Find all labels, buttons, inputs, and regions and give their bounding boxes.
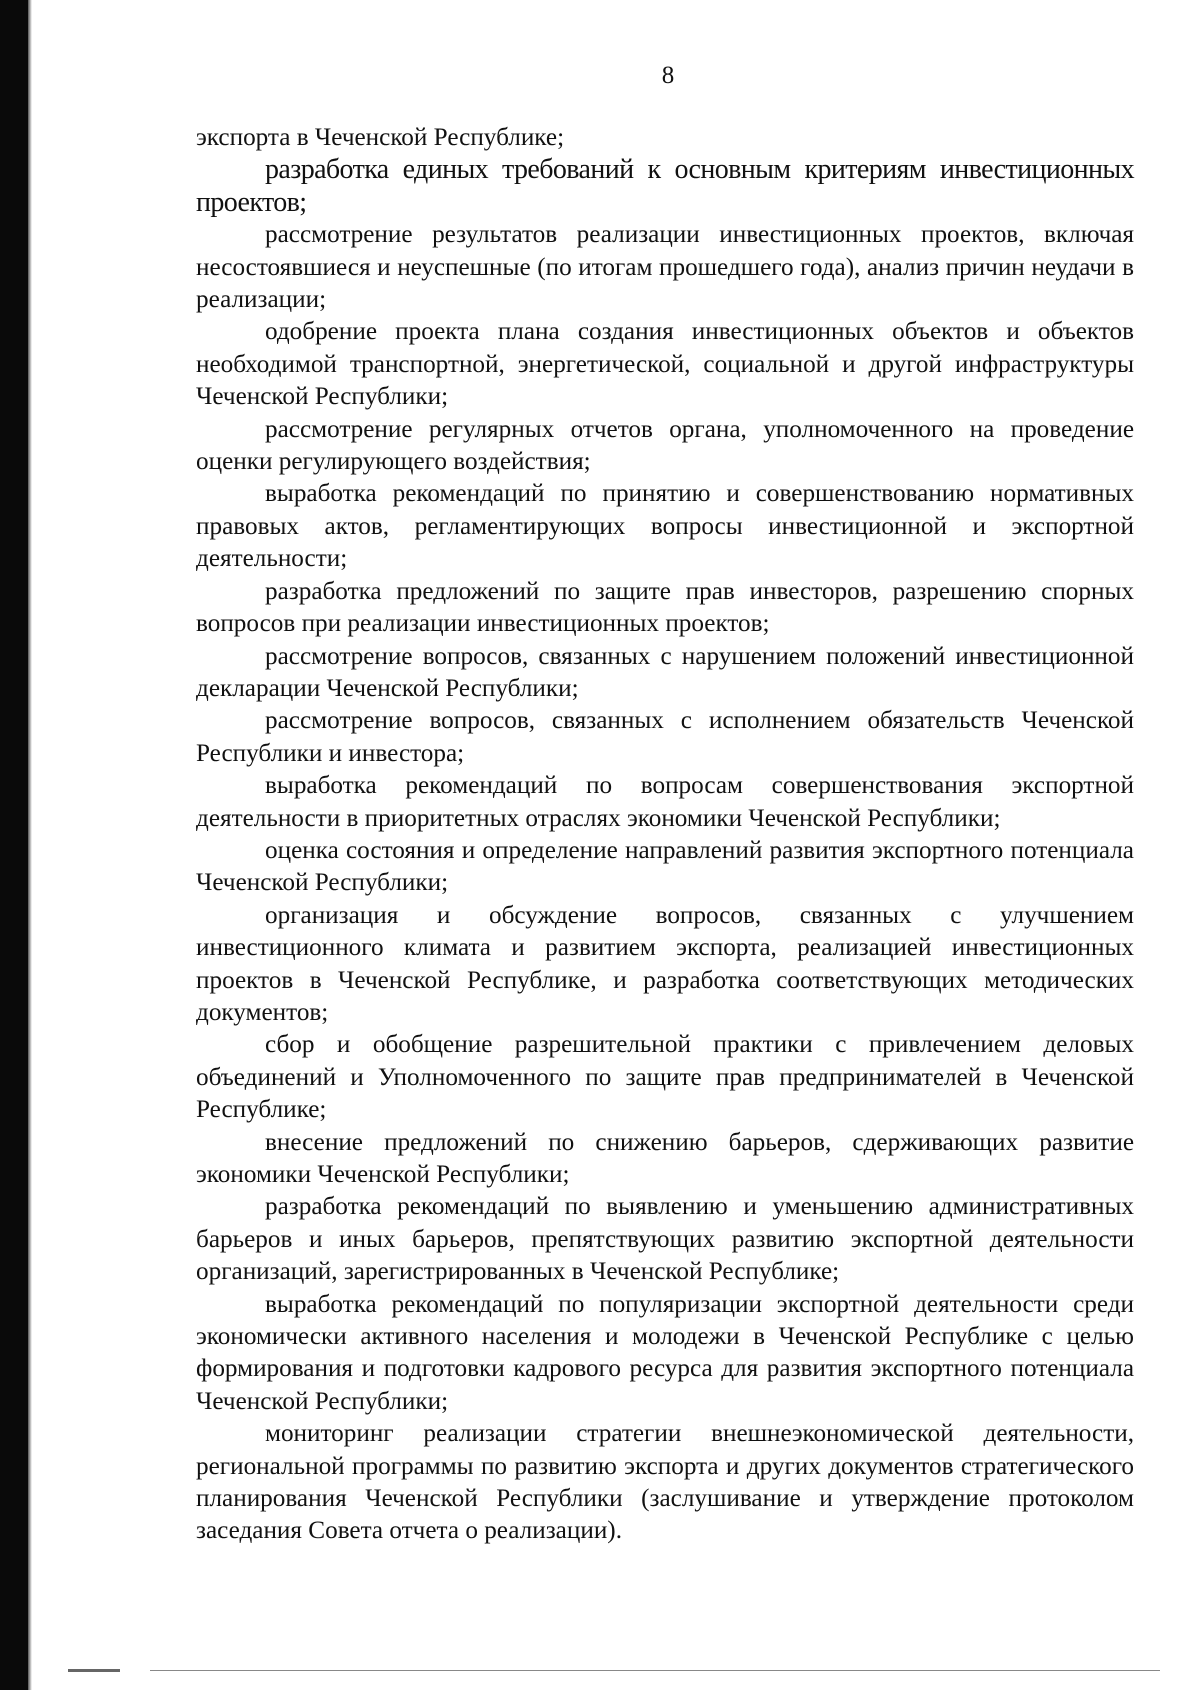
list-item-paragraph: рассмотрение вопросов, связанных с нарушением положений инвестиционной декларации Чеченской Республики;: [196, 642, 1134, 702]
scan-border-shadow: [28, 0, 32, 1690]
paragraph-continuation: экспорта в Чеченской Республике;: [196, 124, 565, 151]
list-item-paragraph: разработка предложений по защите прав инвесторов, разрешению спорных вопросов при реализации инвестиционных проектов;: [196, 577, 1134, 638]
page-number: 8: [661, 62, 675, 89]
list-item-paragraph: выработка рекомендаций по популяризации экспортной деятельности среди экономически активного населения и молодежи в Чеченской Республике с целью формирования и подготовки кадрового ресурса для развития экспортного потенциала Чеченской Республики;: [196, 1290, 1134, 1415]
document-body: [196, 122, 1134, 1548]
list-item-paragraph: рассмотрение результатов реализации инвестиционных проектов, включая несостоявшиеся и неуспешные (по итогам прошедшего года), анализ причин неудачи в реализации;: [196, 221, 1134, 314]
scan-border-left: [0, 0, 28, 1690]
list-item-paragraph: одобрение проекта плана создания инвестиционных объектов и объектов необходимой транспортной, энергетической, социальной и другой инфраструктуры Чеченской Республики;: [196, 318, 1134, 411]
list-item-paragraph: сбор и обобщение разрешительной практики с привлечением деловых объединений и Уполномоченного по защите прав предпринимателей в Чеченской Республике;: [196, 1031, 1134, 1124]
list-item-paragraph: рассмотрение вопросов, связанных с исполнением обязательств Чеченской Республики и инвестора;: [196, 707, 1134, 767]
list-item-paragraph: внесение предложений по снижению барьеров, сдерживающих развитие экономики Чеченской Республики;: [196, 1128, 1134, 1188]
list-item-paragraph: организация и обсуждение вопросов, связанных с улучшением инвестиционного климата и развитием экспорта, реализацией инвестиционных проектов в Чеченской Республике, и разработка соответствующих методических документов;: [196, 901, 1134, 1026]
list-item-paragraph: разработка рекомендаций по выявлению и уменьшению административных барьеров и иных барьеров, препятствующих развитию экспортной деятельности организаций, зарегистрированных в Чеченской Республике;: [196, 1193, 1134, 1286]
list-item-paragraph: выработка рекомендаций по принятию и совершенствованию нормативных правовых актов, регламентирующих вопросы инвестиционной и экспортной деятельности;: [196, 480, 1134, 573]
list-item-paragraph: разработка единых требований к основным критериям инвестиционных проектов;: [196, 154, 1134, 218]
scan-bottom-line: [150, 1670, 1160, 1671]
list-item-paragraph: рассмотрение регулярных отчетов органа, уполномоченного на проведение оценки регулирующего воздействия;: [196, 415, 1134, 476]
list-item-paragraph: мониторинг реализации стратегии внешнеэкономической деятельности, региональной программы по развитию экспорта и других документов стратегического планирования Чеченской Республики (заслушивание и утверждение протоколом заседания Совета отчета о реализации).: [196, 1420, 1134, 1545]
list-item-paragraph: оценка состояния и определение направлений развития экспортного потенциала Чеченской Республики;: [196, 836, 1134, 897]
list-item-paragraph: выработка рекомендаций по вопросам совершенствования экспортной деятельности в приоритетных отраслях экономики Чеченской Республики;: [196, 772, 1134, 832]
scan-artifact-mark: [68, 1669, 120, 1672]
